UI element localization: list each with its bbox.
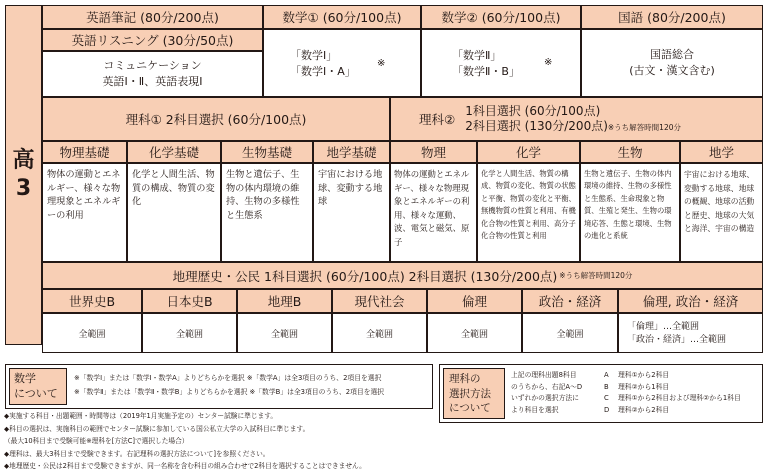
math1-line2: 「数学Ⅰ・A」 xyxy=(290,65,356,78)
science-method-desc1: 上記の理科出題8科目 xyxy=(511,371,577,379)
math-note-title-line1: 数学 xyxy=(14,372,36,385)
science-option-a-text: 理科①から2科目 xyxy=(618,371,670,379)
social-header-text: 地理歴史・公民 1科目選択 (60分/100点) 2科目選択 (130分/200点) xyxy=(172,268,558,284)
science-method-desc4: より科目を選択 xyxy=(511,405,559,414)
science-method-desc3: いずれかの選択方法に xyxy=(511,394,579,402)
science-option-a-key: A xyxy=(604,371,609,379)
science-option-b-key: B xyxy=(604,382,609,391)
math-note-line2: ※「数学Ⅱ」または「数学Ⅱ・数学B」よりどちらかを選択 ※「数学B」は全3項目のうち、2項目を選択 xyxy=(74,388,385,396)
english-listening-header: 英語リスニング (30分/50点) xyxy=(42,29,263,51)
footnote-2: ◆科目の選択は、実施科目の範囲でセンター試験に参加している国公私立大学の入試科目に準じます。 xyxy=(4,424,310,433)
english-subjects-line1: コミュニケーション xyxy=(103,59,202,72)
math2-line1: 「数学Ⅱ」 xyxy=(452,49,502,62)
science-method-title xyxy=(443,368,505,419)
social-subject-5-scope: 全範囲 xyxy=(522,313,618,353)
grade-kanji: 高 xyxy=(12,148,35,173)
social-subject-4-scope: 全範囲 xyxy=(427,313,522,353)
advanced-science-2-header: 生物 xyxy=(580,141,680,163)
basic-science-3-header: 地学基礎 xyxy=(313,141,390,163)
japanese-line2: (古文・漢文含む) xyxy=(629,64,715,77)
japanese-subjects xyxy=(581,29,763,97)
grade-label xyxy=(5,5,42,345)
footnotes xyxy=(4,410,436,473)
math-note-line1: ※「数学Ⅰ」または「数学Ⅰ・数学A」よりどちらかを選択 ※「数学A」は全3項目のうち、2項目を選択 xyxy=(74,374,382,382)
basic-science-2-content: 生物と遺伝子、生物の体内環境の維持、生物の多様性と生態系 xyxy=(221,163,313,262)
science-option-c xyxy=(604,393,741,405)
social-subject-0-header: 世界史B xyxy=(42,289,142,313)
science-method-box xyxy=(439,364,763,423)
english-subjects xyxy=(42,51,263,97)
science-method-desc2: のうちから、右記A～D xyxy=(511,382,583,391)
grade-number: 3 xyxy=(15,176,32,201)
science2-header xyxy=(390,97,763,141)
science2-label: 理科② xyxy=(419,112,456,127)
social-subject-6-scope-line2: 「政治・経済」…全範囲 xyxy=(627,335,727,345)
math2-subjects xyxy=(421,29,581,97)
advanced-science-3-header: 地学 xyxy=(680,141,763,163)
japanese-line1: 国語総合 xyxy=(650,48,694,61)
japanese-header: 国語 (80分/200点) xyxy=(581,5,763,29)
science-option-d xyxy=(604,405,741,417)
basic-science-2-header: 生物基礎 xyxy=(221,141,313,163)
science-option-c-key: C xyxy=(604,394,609,402)
social-subject-6-scope xyxy=(618,313,763,353)
math2-line2: 「数学Ⅱ・B」 xyxy=(452,65,520,78)
advanced-science-0-header: 物理 xyxy=(390,141,477,163)
science-option-c-text: 理科①から2科目および理科②から1科目 xyxy=(618,394,741,402)
footnote-4: ◆理科は、最大3科目まで受験できます。右記理科の選択方法について]を参照ください。 xyxy=(4,449,270,458)
english-subjects-line2: 英語Ⅰ・Ⅱ、英語表現Ⅰ xyxy=(102,75,203,88)
social-subject-2-header: 地理B xyxy=(237,289,332,313)
social-subject-2-scope: 全範囲 xyxy=(237,313,332,353)
math1-header: 数学① (60分/100点) xyxy=(263,5,421,29)
social-subject-1-scope: 全範囲 xyxy=(142,313,237,353)
science1-header: 理科① 2科目選択 (60分/100点) xyxy=(42,97,390,141)
science-option-b-text: 理科②から1科目 xyxy=(618,382,670,391)
basic-science-1-header: 化学基礎 xyxy=(127,141,221,163)
math1-mark: ※ xyxy=(377,58,386,69)
math1-line1: 「数学Ⅰ」 xyxy=(290,49,338,62)
social-subject-3-scope: 全範囲 xyxy=(332,313,427,353)
footnote-3: （最大10科目まで受験可能※理科を[方法C]で選択した場合） xyxy=(4,437,189,446)
basic-science-0-content: 物体の運動とエネルギー、様々な物理現象とエネルギーの利用 xyxy=(42,163,127,262)
math-note-title xyxy=(9,368,67,405)
science-option-d-key: D xyxy=(604,405,610,414)
advanced-science-3-content: 宇宙における地球、変動する地球、地球の概観、地球の活動と歴史、地球の大気と海洋、宇宙の構造 xyxy=(680,163,763,262)
science-option-a xyxy=(604,370,741,382)
social-header xyxy=(42,262,763,289)
science-option-d-text: 理科②から2科目 xyxy=(618,405,670,414)
math1-subjects xyxy=(263,29,421,97)
advanced-science-2-content: 生物と遺伝子、生物の体内環境の維持、生物の多様性と生態系、生命現象と物質、生殖と発生、生物の環境応答、生態と環境、生物の進化と系統 xyxy=(580,163,680,262)
social-subject-5-header: 政治・経済 xyxy=(522,289,618,313)
social-subject-6-header: 倫理, 政治・経済 xyxy=(618,289,763,313)
science-method-title-line1: 理科の xyxy=(449,373,481,385)
science2-note: ※うち解答時間120分 xyxy=(607,122,681,132)
math-note-box xyxy=(5,364,433,409)
english-writing-header: 英語筆記 (80分/200点) xyxy=(42,5,263,29)
basic-science-3-content: 宇宙における地球、変動する地球 xyxy=(313,163,390,262)
advanced-science-0-content: 物体の運動とエネルギー、様々な物理現象とエネルギーの利用、様々な運動、波、電気と磁気、原子 xyxy=(390,163,477,262)
science-method-title-line3: について xyxy=(449,402,491,414)
science-method-title-line2: 選択方法 xyxy=(449,387,491,400)
basic-science-0-header: 物理基礎 xyxy=(42,141,127,163)
social-subject-1-header: 日本史B xyxy=(142,289,237,313)
social-subject-0-scope: 全範囲 xyxy=(42,313,142,353)
science2-line2: 2科目選択 (130分/200点) xyxy=(465,118,608,133)
social-header-note: ※うち解答時間120分 xyxy=(559,271,633,280)
science-option-b xyxy=(604,382,741,394)
footnote-5: ◆地理歴史・公民は2科目まで受験できますが、同一名称を含む科目の組み合わせで2科目を選択することはできません。 xyxy=(4,462,366,471)
math2-header: 数学② (60分/100点) xyxy=(421,5,581,29)
social-subject-4-header: 倫理 xyxy=(427,289,522,313)
math2-mark: ※ xyxy=(544,57,553,68)
advanced-science-1-header: 化学 xyxy=(477,141,580,163)
advanced-science-1-content: 化学と人間生活、物質の構成、物質の変化、物質の状態と平衡、物質の変化と平衡、無機物質の性質と利用、有機化合物の性質と利用、高分子化合物の性質と利用 xyxy=(477,163,580,262)
social-subject-3-header: 現代社会 xyxy=(332,289,427,313)
social-subject-6-scope-line1: 「倫理」…全範囲 xyxy=(627,322,700,332)
basic-science-1-content: 化学と人間生活、物質の構成、物質の変化 xyxy=(127,163,221,262)
science2-line1: 1科目選択 (60分/100点) xyxy=(465,103,601,118)
footnote-1: ◆実施する科目・出題範囲・時間等は（2019年1月実施予定の）センター試験に準じます。 xyxy=(4,412,278,420)
math-note-title-line2: について xyxy=(14,387,58,400)
